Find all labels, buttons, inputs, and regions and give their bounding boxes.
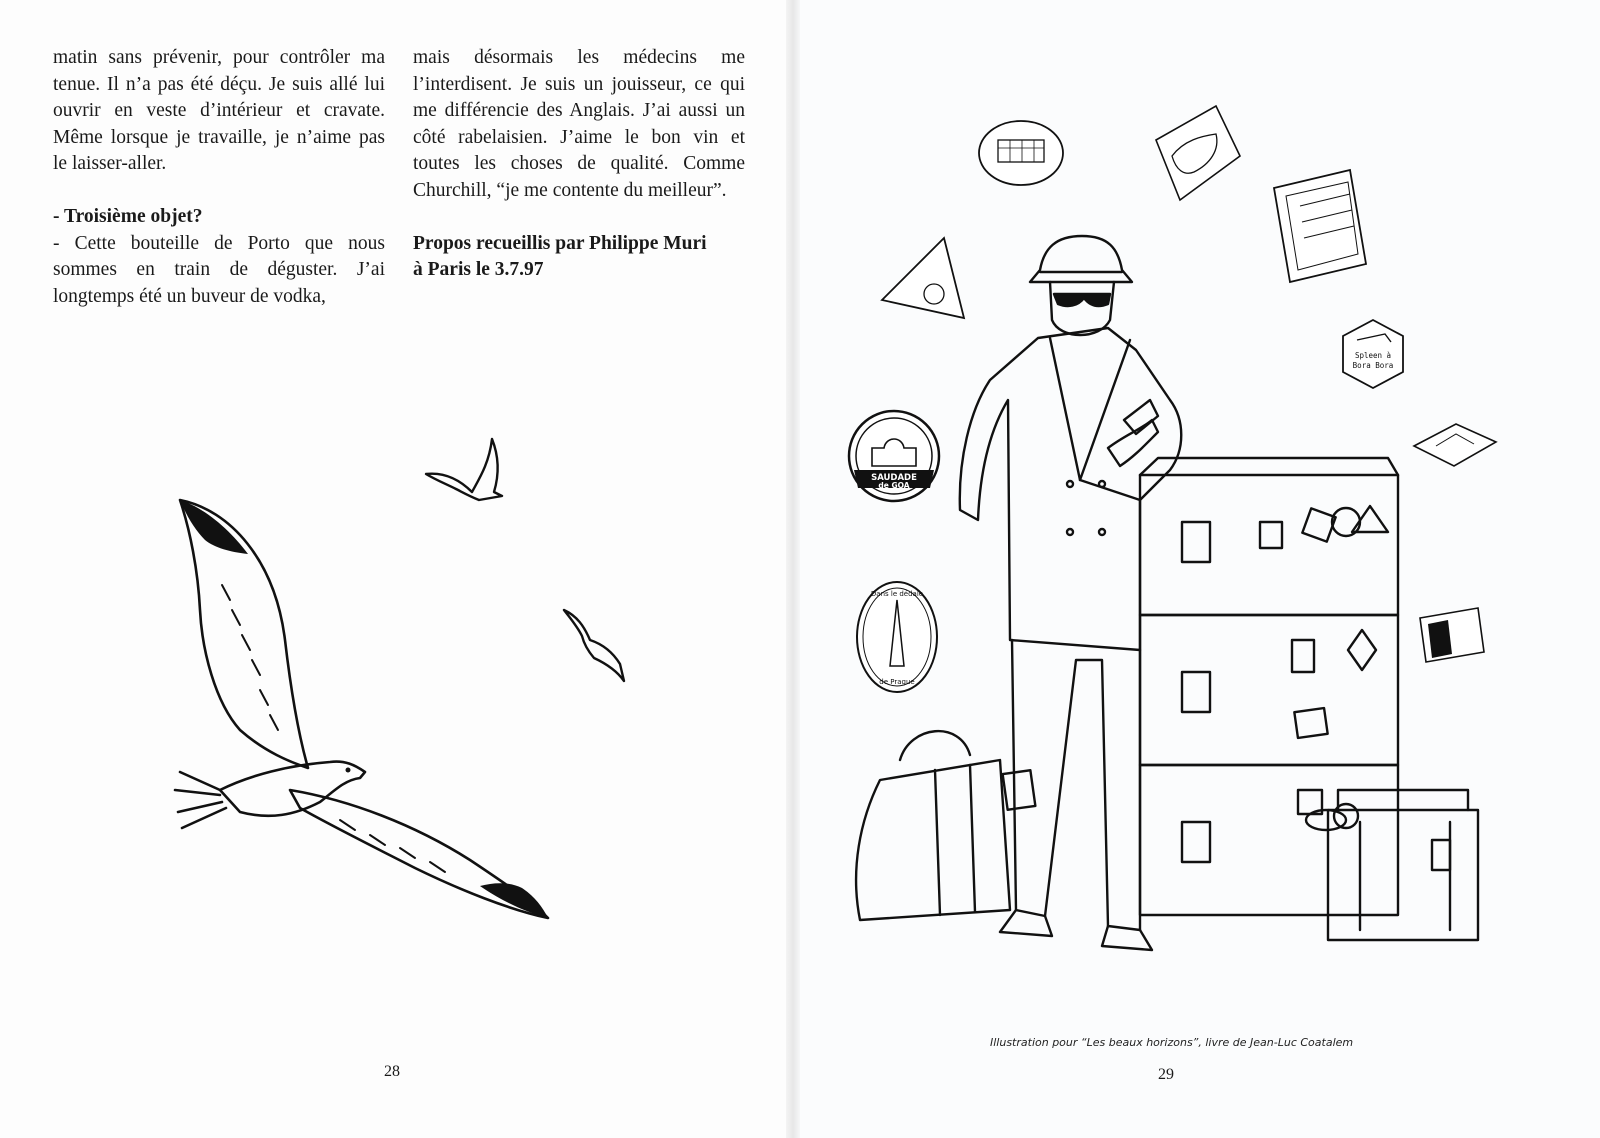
building-sticker — [1270, 166, 1370, 286]
traveller-illustration — [840, 220, 1520, 980]
map-sticker — [1136, 100, 1246, 210]
interview-answer: - Cette bouteille de Porto que nous sommes en train de déguster. J’ai longtemps été un buveur de vodka, — [53, 232, 385, 307]
sticker-sublabel: Bora Bora — [1352, 361, 1394, 370]
text-column-1 — [53, 45, 385, 310]
sticker-label: Spleen à — [1354, 351, 1392, 360]
diamond-sticker — [1410, 420, 1500, 470]
saudade-de-goa-sticker — [846, 408, 942, 504]
byline-author: Propos recueillis par Philippe Muri — [413, 232, 707, 254]
sticker-sublabel: de Prague — [879, 678, 915, 686]
prague-sticker — [854, 578, 940, 696]
illustration-caption: Illustration pour “Les beaux horizons”, livre de Jean-Luc Coatalem — [990, 1036, 1354, 1049]
page-number-right: 29 — [1158, 1066, 1174, 1083]
book-gutter — [786, 0, 800, 1138]
text-column-2 — [413, 45, 745, 284]
square-sticker — [1416, 604, 1488, 666]
paragraph: mais désormais les médecins me l’interdisent. Je suis un jouisseur, ce qui me différencie des Anglais. J’ai aussi un côté rabelaisien. J’aime le bon vin et toutes les choses de qualité. Comme Churchill, “je me contente du meilleur”. — [413, 47, 745, 201]
paragraph: matin sans prévenir, pour contrôler ma tenue. Il n’a pas été déçu. Je suis allé lui ouvrir en veste d’intérieur et cravate. Même lorsque je travaille, je n’aime pas le laisser-aller. — [53, 47, 385, 175]
sticker-sublabel: de GOA — [878, 481, 910, 490]
triangle-sticker — [878, 232, 968, 322]
seagull-small-illustration — [424, 434, 514, 514]
sticker-label: SAUDADE — [871, 473, 917, 483]
interview-question: - Troisième objet? — [53, 205, 203, 227]
byline-date: à Paris le 3.7.97 — [413, 259, 544, 281]
seagull-large-illustration — [160, 490, 580, 940]
hotel-oval-sticker — [976, 118, 1066, 188]
spleen-bora-bora-sticker — [1335, 316, 1411, 392]
sticker-label: Dans le dédale — [870, 590, 924, 598]
page-number-left: 28 — [384, 1063, 400, 1080]
byline — [413, 231, 745, 284]
seagull-tiny-illustration — [562, 606, 632, 686]
